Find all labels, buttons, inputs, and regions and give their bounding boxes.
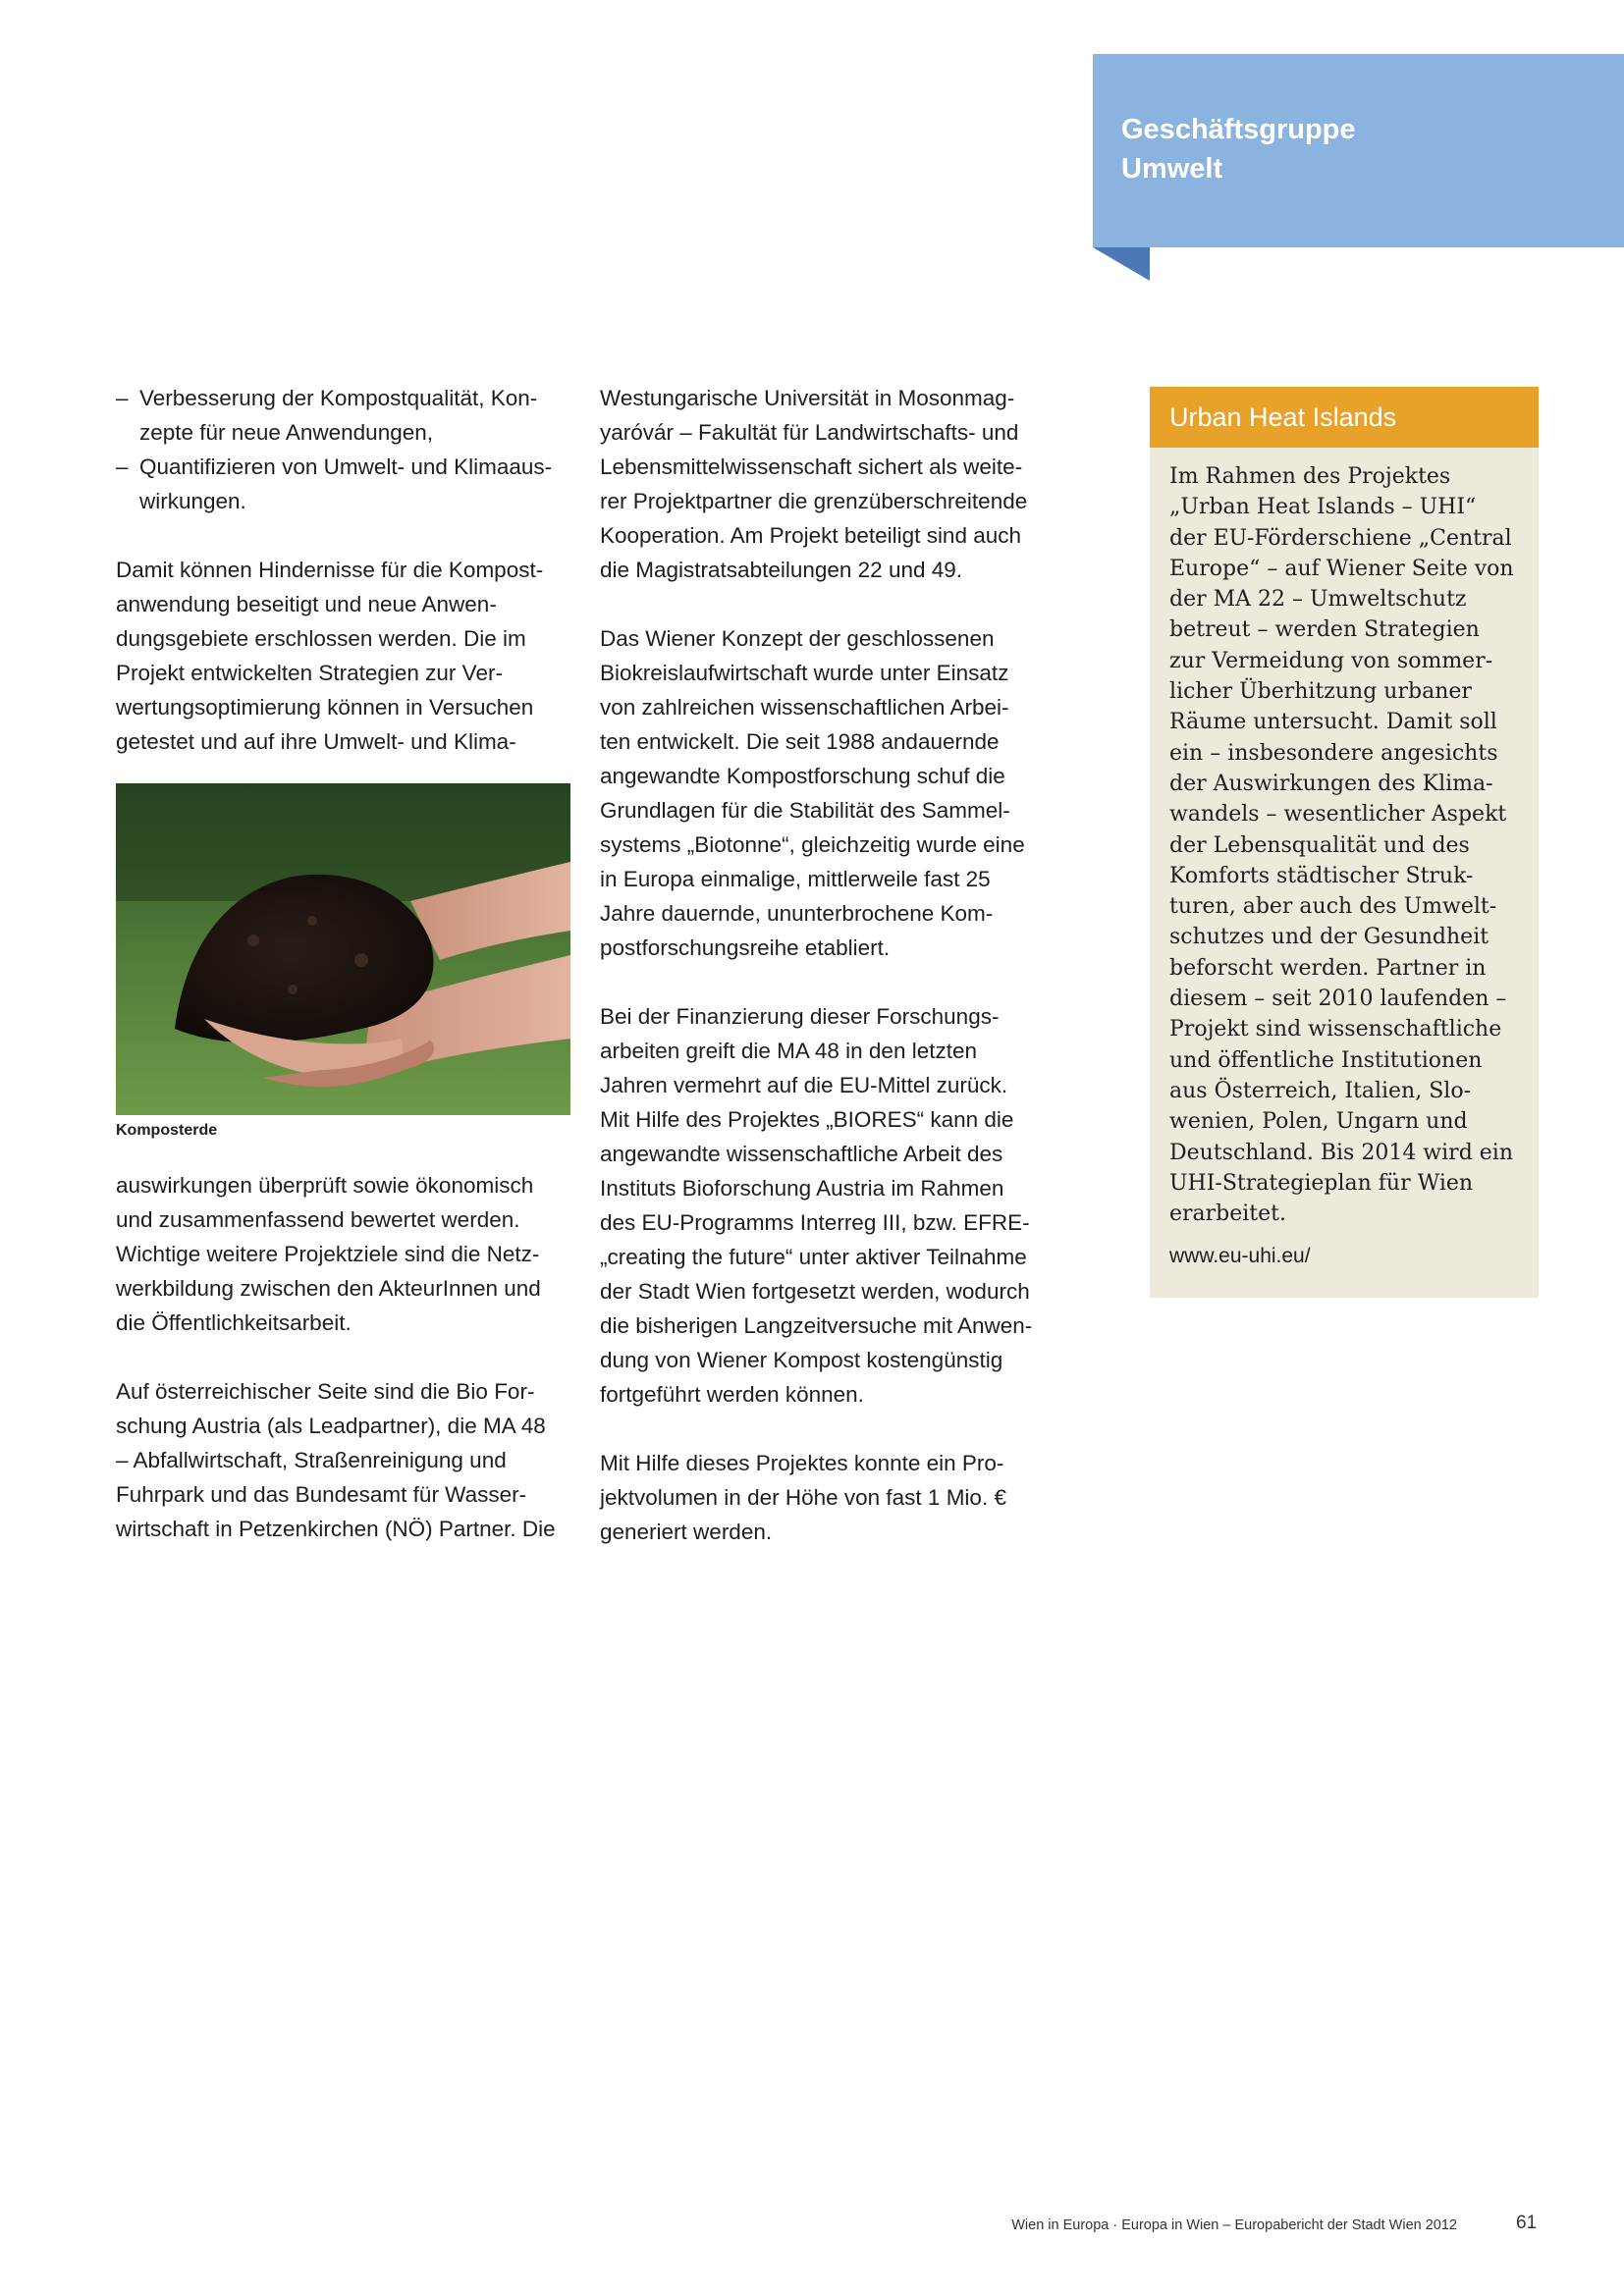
column-1-lower — [116, 1168, 577, 1546]
column-1-upper — [116, 381, 577, 759]
sidebar-box — [1150, 387, 1539, 1298]
paragraph: auswirkungen überprüft sowie ökonomisch und zusammenfassend bewertet werden. Wichtige weitere Projektziele sind die Netz- werkbildung zwischen den AkteurInnen und die Öffentlichkeitsarbeit. — [116, 1173, 541, 1335]
compost-hands-image — [116, 783, 570, 1115]
paragraph: Westungarische Universität in Mosonmag- yaróvár – Fakultät für Landwirtschafts- und Lebensmittelwissenschaft sichert als weite- rer Projektpartner die grenzüberschreitende Kooperation. Am Projekt beteiligt sind auch die Magistratsabteilungen 22 und 49. — [600, 386, 1028, 582]
list-item: – Quantifizieren von Umwelt- und Klimaaus- wirkungen. — [116, 454, 553, 513]
sidebar-link[interactable]: www.eu-uhi.eu/ — [1169, 1245, 1311, 1267]
bullet-list — [116, 381, 577, 518]
paragraph: Das Wiener Konzept der geschlossenen Biokreislaufwirtschaft wurde unter Einsatz von zahlreichen wissenschaftlichen Arbei- ten entwickelt. Die seit 1988 andauernde angewandte Kompostforschung schuf die Grundlagen für die Stabilität des Sammel- systems „Biotonne“, gleichzeitig wurde eine in Europa einmalige, mittlerweile fast 25 Jahre dauernde, ununterbrochene Kom- postforschungsreihe etabliert. — [600, 626, 1025, 960]
page-number: 61 — [1516, 2213, 1538, 2233]
section-title — [1121, 110, 1593, 188]
sidebar-header — [1150, 387, 1539, 448]
sidebar-text: Im Rahmen des Projektes „Urban Heat Islands – UHI“ der EU-Förderschiene „Central Europe“ – auf Wiener Seite von der MA 22 – Umweltschutz betreut – werden Strategien zur Vermeidung von sommer- licher Überhitzung urbaner Räume untersucht. Damit soll ein – insbesondere angesichts der Auswirkungen des Klima- wandels – wesentlicher Aspekt der Lebensqualität und des Komforts städtischer Struk- turen, aber auch des Umwelt- schutzes und der Gesundheit beforscht werden. Partner in diesem – seit 2010 laufenden – Projekt sind wissenschaftliche und öffentliche Institutionen aus Österreich, Italien, Slo- wenien, Polen, Ungarn und Deutschland. Bis 2014 wird ein UHI-Strategieplan für Wien erarbeitet. — [1169, 464, 1514, 1227]
column-2 — [600, 381, 1061, 1549]
section-tab-fold — [1093, 247, 1150, 281]
paragraph: Auf österreichischer Seite sind die Bio For- schung Austria (als Leadpartner), die MA 48 – Abfallwirtschaft, Straßenreinigung und Fuhrpark und das Bundesamt für Wasser- wirtschaft in Petzenkirchen (NÖ) Partner. Die — [116, 1379, 556, 1541]
sidebar-title: Urban Heat Islands — [1169, 402, 1397, 432]
section-title-line2: Umwelt — [1121, 153, 1223, 185]
paragraph: Mit Hilfe dieses Projektes konnte ein Pro- jektvolumen in der Höhe von fast 1 Mio. € generiert werden. — [600, 1451, 1006, 1544]
list-item: – Verbesserung der Kompostqualität, Kon- zepte für neue Anwendungen, — [116, 386, 538, 445]
footer-text: Wien in Europa · Europa in Wien – Europabericht der Stadt Wien 2012 — [1011, 2217, 1457, 2233]
photo-caption: Komposterde — [116, 1122, 218, 1139]
section-title-line1: Geschäftsgruppe — [1121, 114, 1356, 145]
compost-photo — [116, 783, 570, 1115]
paragraph: Damit können Hindernisse für die Kompost- anwendung beseitigt und neue Anwen- dungsgebiete erschlossen werden. Die im Projekt entwickelten Strategien zur Ver- wertungsoptimierung können in Versuchen getestet und auf ihre Umwelt- und Klima- — [116, 558, 544, 754]
paragraph: Bei der Finanzierung dieser Forschungs- arbeiten greift die MA 48 in den letzten Jahren vermehrt auf die EU-Mittel zurück. Mit Hilfe des Projektes „BIORES“ kann die angewandte wissenschaftliche Arbeit des Instituts Bioforschung Austria im Rahmen des EU-Programms Interreg III, bzw. EFRE- „creating the future“ unter aktiver Teilnahme der Stadt Wien fortgesetzt werden, wodurch die bisherigen Langzeitversuche mit Anwen- dung von Wiener Kompost kostengünstig fortgeführt werden können. — [600, 1004, 1033, 1407]
